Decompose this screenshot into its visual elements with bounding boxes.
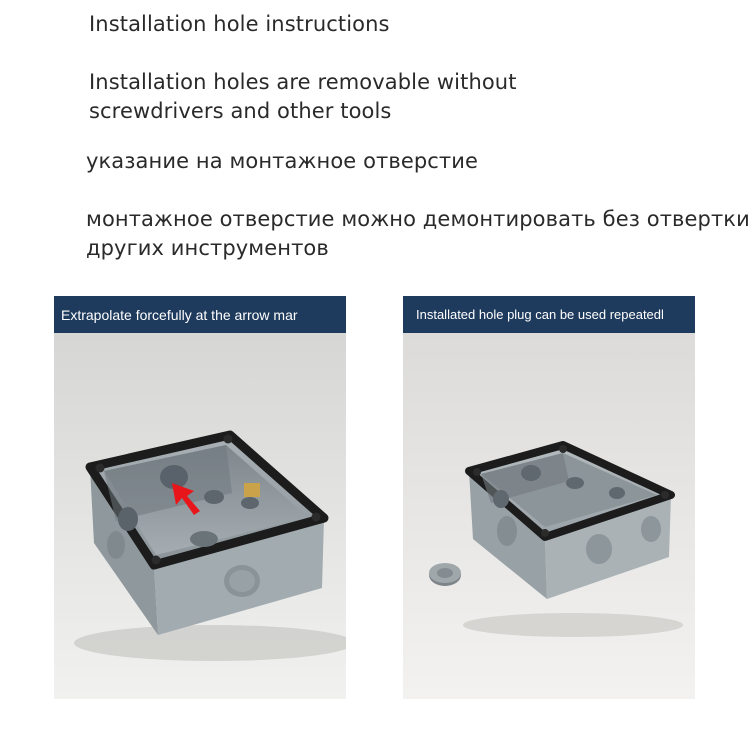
caption-banner	[403, 296, 695, 333]
description-en-line-2: screwdrivers and other tools	[89, 99, 392, 123]
junction-box-photo	[54, 333, 346, 699]
description-ru-line-1: монтажное отверстие можно демонтировать без отвертки	[86, 207, 750, 231]
instructions-title-ru: указание на монтажное отверстие	[86, 149, 479, 173]
photo-panel-right	[403, 296, 695, 699]
instructions-description-en	[89, 68, 517, 126]
hole-plug-icon	[429, 563, 461, 586]
junction-box-photo	[403, 333, 695, 699]
instructions-title-en: Installation hole instructions	[89, 12, 390, 36]
photo-panel-left	[54, 296, 346, 699]
instructions-description-ru	[86, 205, 750, 263]
caption-text: Extrapolate forcefully at the arrow mar	[61, 307, 298, 323]
description-en-line-1: Installation holes are removable without	[89, 70, 517, 94]
caption-text: Installated hole plug can be used repeatedl	[416, 307, 664, 322]
caption-banner	[54, 296, 346, 333]
description-ru-line-2: других инструментов	[86, 236, 329, 260]
